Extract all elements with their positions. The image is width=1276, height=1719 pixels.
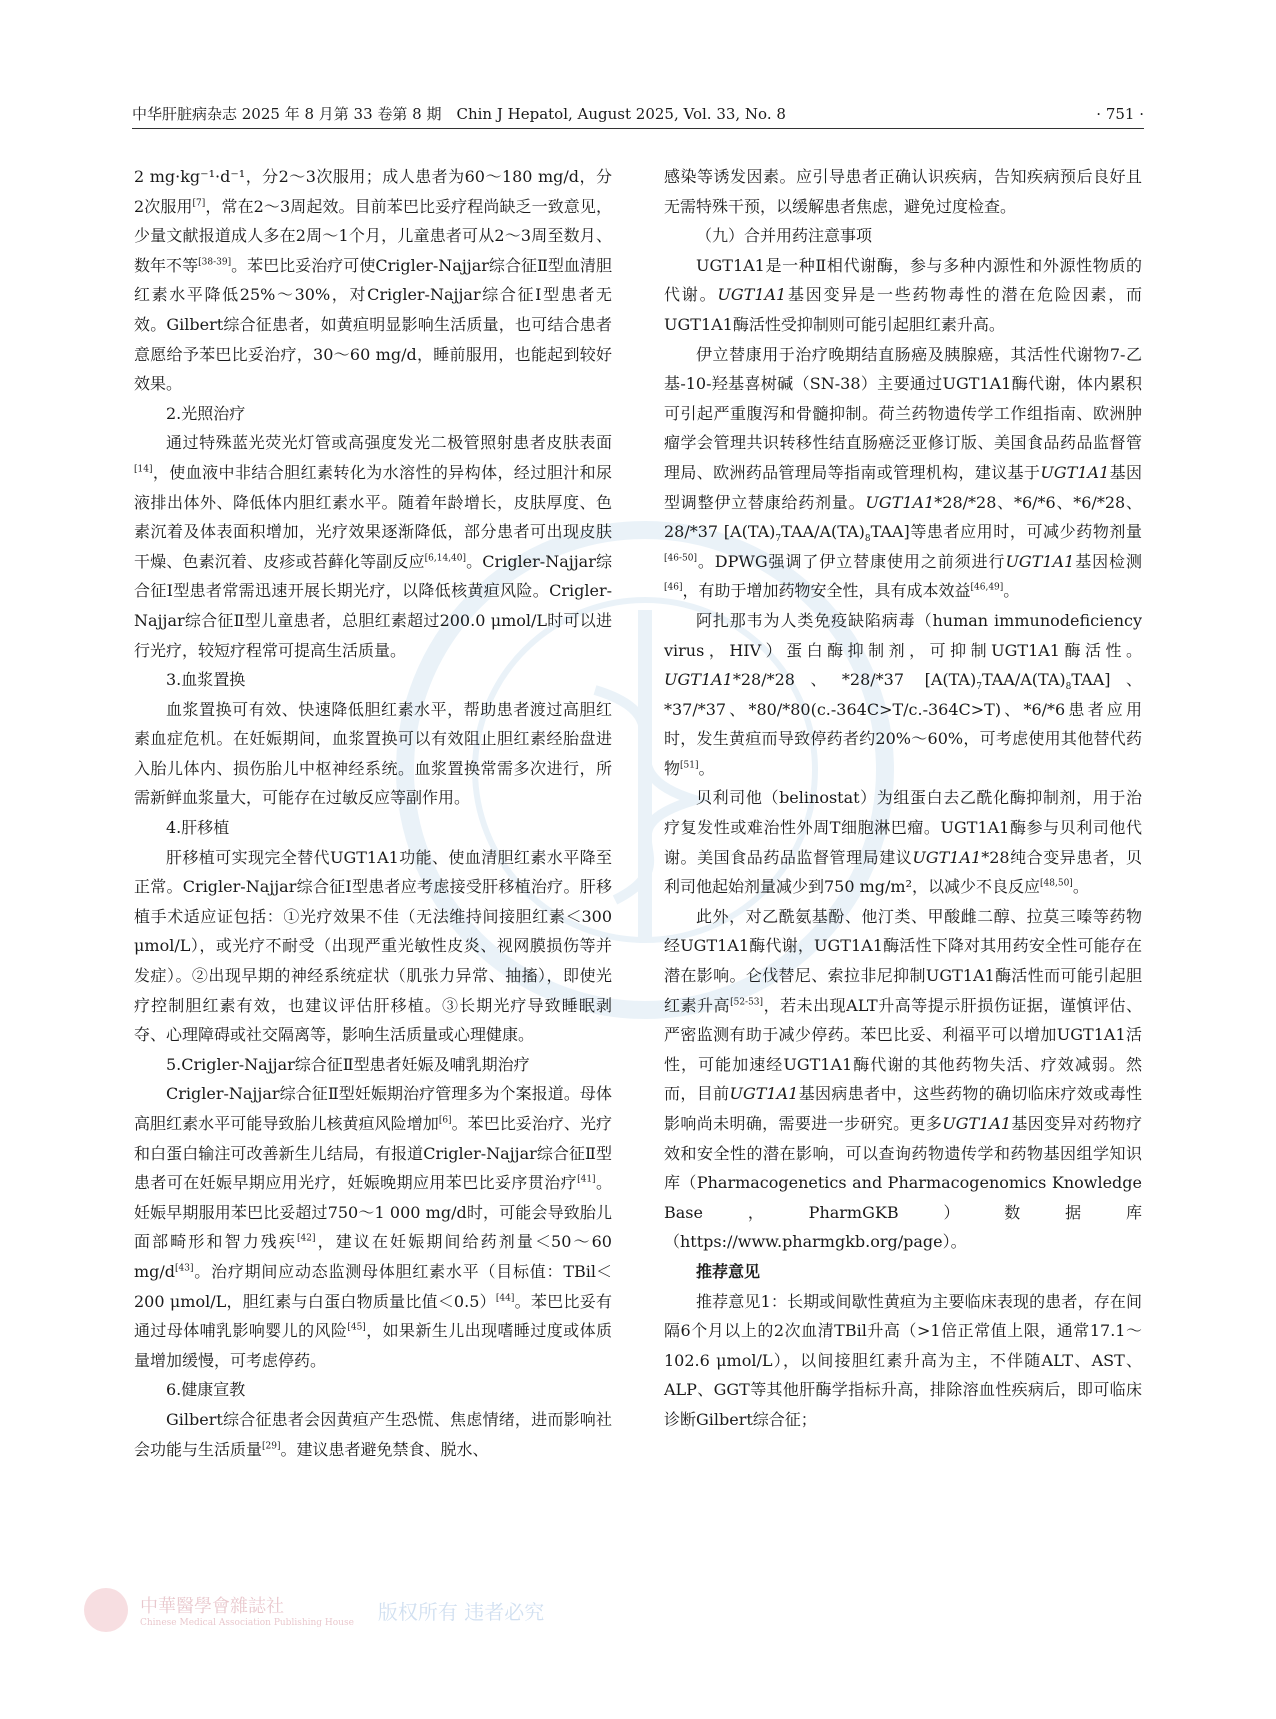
- left-column: [134, 162, 612, 1464]
- paragraph: 此外，对乙酰氨基酚、他汀类、甲酸雌二醇、拉莫三嗪等药物经UGT1A1酶代谢，UGT1A1酶活性下降对其用药安全性可能存在潜在影响。仑伐替尼、索拉非尼抑制UGT1A1酶活性而可能引起胆红素升高[52-53]，若未出现ALT升高等提示肝损伤证据，谨慎评估、严密监测有助于减少停药。苯巴比妥、利福平可以增加UGT1A1活性，可能加速经UGT1A1酶代谢的其他药物失活、疗效减弱。然而，目前UGT1A1基因病患者中，这些药物的确切临床疗效或毒性影响尚未明确，需要进一步研究。更多UGT1A1基因变异对药物疗效和安全性的潜在影响，可以查询药物遗传学和药物基因组学知识库（Pharmacogenetics and Pharmacogenomics Knowledge Base，PharmGKB）数据库（https://www.pharmgkb.org/page）。: [664, 906, 1142, 1252]
- publisher-name-en: Chinese Medical Association Publishing House: [140, 1618, 354, 1628]
- section-heading: 6.健康宣教: [166, 1380, 246, 1400]
- right-column: [664, 162, 1142, 1435]
- recommendation-heading: 推荐意见: [696, 1261, 761, 1281]
- paragraph: 感染等诱发因素。应引导患者正确认识疾病，告知疾病预后良好且无需特殊干预，以缓解患者焦虑，避免过度检查。: [664, 167, 1142, 216]
- paragraph: 伊立替康用于治疗晚期结直肠癌及胰腺癌，其活性代谢物7-乙基-10-羟基喜树碱（SN-38）主要通过UGT1A1酶代谢，体内累积可引起严重腹泻和骨髓抑制。荷兰药物遗传学工作组指南、欧洲肿瘤学会管理共识转移性结直肠癌泛亚修订版、美国食品药品监督管理局、欧洲药品管理局等指南或管理机构，建议基于UGT1A1基因型调整伊立替康给药剂量。UGT1A1*28/*28、*6/*6、*6/*28、28/*37 $[A(TA)_7TAA/A(TA)_8TAA]$等患者应用时，可减少药物剂量[46-50]。DPWG强调了伊立替康使用之前须进行UGT1A1基因检测[46]，有助于增加药物安全性，具有成本效益[46,49]。: [664, 344, 1142, 601]
- journal-citation: 中华肝脏病杂志 2025 年 8 月第 33 卷第 8 期 Chin J Hepatol, August 2025, Vol. 33, No. 8: [132, 105, 786, 123]
- running-header: [132, 104, 1144, 129]
- recommendation-text: 推荐意见1：长期或间歇性黄疸为主要临床表现的患者，存在间隔6个月以上的2次血清TBil升高（>1倍正常值上限，通常17.1～102.6 μmol/L），以间接胆红素升高为主，不伴随ALT、AST、ALP、GGT等其他肝酶学指标升高，排除溶血性疾病后，即可临床诊断Gilbert综合征；: [664, 1291, 1142, 1429]
- publisher-name-cn: 中華醫學會雜誌社: [140, 1596, 284, 1617]
- paragraph: 通过特殊蓝光荧光灯管或高强度发光二极管照射患者皮肤表面[14]，使血液中非结合胆红素转化为水溶性的异构体，经过胆汁和尿液排出体外、降低体内胆红素水平。随着年龄增长，皮肤厚度、色素沉着及体表面积增加，光疗效果逐渐降低，部分患者可出现皮肤干燥、色素沉着、皮疹或苔藓化等副反应[6,14,40]。Crigler-Najjar综合征Ⅰ型患者常需迅速开展长期光疗，以降低核黄疸风险。Crigler-Najjar综合征Ⅱ型儿童患者，总胆红素超过200.0 μmol/L时可以进行光疗，较短疗程常可提高生活质量。: [134, 433, 612, 660]
- section-heading: 5.Crigler-Najjar综合征Ⅱ型患者妊娠及哺乳期治疗: [166, 1054, 530, 1074]
- publisher-emblem-icon: [84, 1588, 128, 1632]
- paragraph: UGT1A1是一种Ⅱ相代谢酶，参与多种内源性和外源性物质的代谢。UGT1A1基因变异是一些药物毒性的潜在危险因素，而UGT1A1酶活性受抑制则可能引起胆红素升高。: [664, 255, 1142, 334]
- page-number: · 751 ·: [1096, 105, 1144, 123]
- section-heading: 3.血浆置换: [166, 670, 246, 690]
- copyright-notice: 版权所有 违者必究: [377, 1599, 545, 1624]
- section-heading: （九）合并用药注意事项: [696, 226, 873, 246]
- section-heading: 4.肝移植: [166, 818, 230, 838]
- paragraph: 2 mg·kg⁻¹·d⁻¹，分2～3次服用；成人患者为60～180 mg/d，分2次服用[7]，常在2～3周起效。目前苯巴比妥疗程尚缺乏一致意见，少量文献报道成人多在2周～1个月，儿童患者可从2～3周至数月、数年不等[38-39]。苯巴比妥治疗可使Crigler-Najjar综合征Ⅱ型血清胆红素水平降低25%～30%，对Crigler-Najjar综合征Ⅰ型患者无效。Gilbert综合征患者，如黄疸明显影响生活质量，也可结合患者意愿给予苯巴比妥治疗，30～60 mg/d，睡前服用，也能起到较好效果。: [134, 167, 612, 394]
- section-heading: 2.光照治疗: [166, 403, 246, 423]
- publisher-logo: [84, 1588, 544, 1632]
- paragraph: 阿扎那韦为人类免疫缺陷病毒（human immunodeficiency virus，HIV）蛋白酶抑制剂，可抑制UGT1A1酶活性。UGT1A1*28/*28、*28/*37 $[A(TA)_7TAA/A(TA)_8TAA]$、*37/*37、*80/*80(c.-364C>T/c.-364C>T)、*6/*6患者应用时，发生黄疸而导致停药者约20%～60%，可考虑使用其他替代药物[51]。: [664, 610, 1142, 778]
- paragraph: 贝利司他（belinostat）为组蛋白去乙酰化酶抑制剂，用于治疗复发性或难治性外周T细胞淋巴瘤。UGT1A1酶参与贝利司他代谢。美国食品药品监督管理局建议UGT1A1*28纯合变异患者，贝利司他起始剂量减少到750 mg/m²，以减少不良反应[48,50]。: [664, 788, 1142, 897]
- paragraph: 肝移植可实现完全替代UGT1A1功能、使血清胆红素水平降至正常。Crigler-Najjar综合征Ⅰ型患者应考虑接受肝移植治疗。肝移植手术适应证包括：①光疗效果不佳（无法维持间接胆红素＜300 μmol/L），或光疗不耐受（出现严重光敏性皮炎、视网膜损伤等并发症）。②出现早期的神经系统症状（肌张力异常、抽搐），即使光疗控制胆红素有效，也建议评估肝移植。③长期光疗导致睡眠剥夺、心理障碍或社交隔离等，影响生活质量或心理健康。: [134, 847, 612, 1045]
- paragraph: Crigler-Najjar综合征Ⅱ型妊娠期治疗管理多为个案报道。母体高胆红素水平可能导致胎儿核黄疸风险增加[6]。苯巴比妥治疗、光疗和白蛋白输注可改善新生儿结局，有报道Crigler-Najjar综合征Ⅱ型患者可在妊娠早期应用光疗，妊娠晚期应用苯巴比妥序贯治疗[41]。妊娠早期服用苯巴比妥超过750～1 000 mg/d时，可能会导致胎儿面部畸形和智力残疾[42]，建议在妊娠期间给药剂量＜50～60 mg/d[43]。治疗期间应动态监测母体胆红素水平（目标值：TBil＜200 μmol/L，胆红素与白蛋白物质量比值＜0.5）[44]。苯巴比妥有通过母体哺乳影响婴儿的风险[45]，如果新生儿出现嗜睡过度或体质量增加缓慢，可考虑停药。: [134, 1084, 612, 1370]
- paragraph: Gilbert综合征患者会因黄疸产生恐慌、焦虑情绪，进而影响社会功能与生活质量[29]。建议患者避免禁食、脱水、: [134, 1409, 612, 1459]
- paragraph: 血浆置换可有效、快速降低胆红素水平，帮助患者渡过高胆红素血症危机。在妊娠期间，血浆置换可以有效阻止胆红素经胎盘进入胎儿体内、损伤胎儿中枢神经系统。血浆置换常需多次进行，所需新鲜血浆量大，可能存在过敏反应等副作用。: [134, 699, 612, 808]
